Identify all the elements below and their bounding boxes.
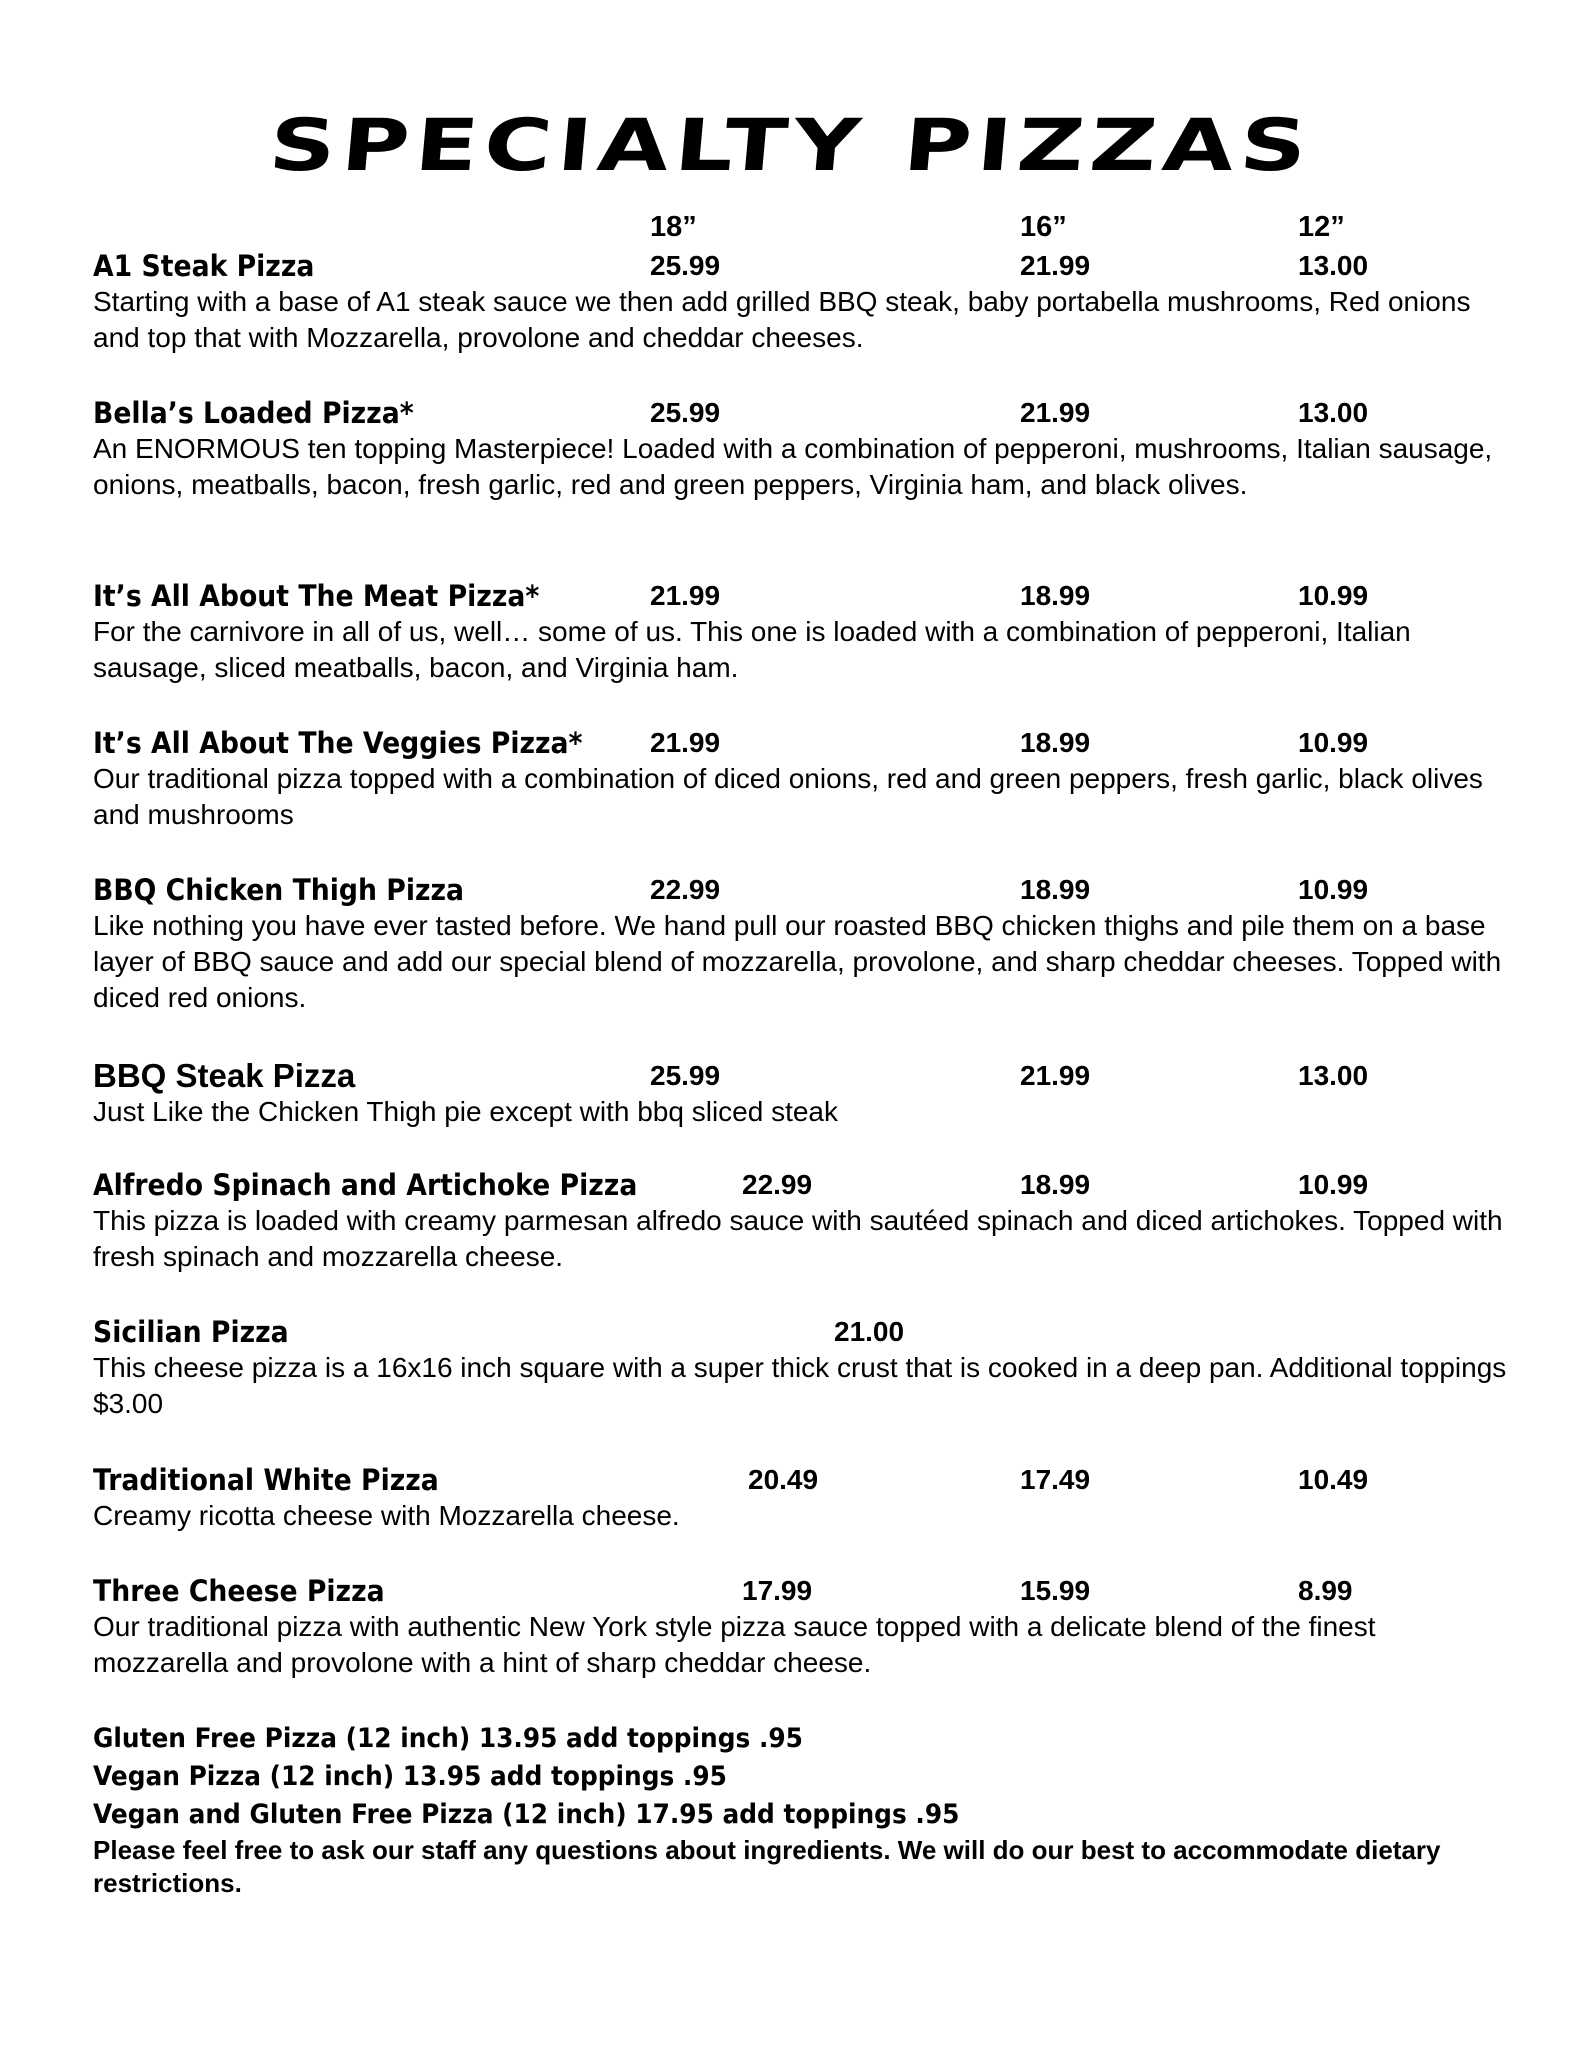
- item-description: Our traditional pizza with authentic New York style pizza sauce topped with a delicate blend of the finest mozzarella and provolone with a hint of sharp cheddar cheese.: [93, 1611, 1376, 1678]
- price-16: 21.99: [1020, 1060, 1091, 1091]
- price-sicilian: 21.00: [834, 1316, 905, 1347]
- item-name: A1 Steak Pizza: [93, 249, 315, 283]
- menu-item: [0, 723, 1582, 833]
- menu-item: [0, 246, 1582, 356]
- menu-item: [0, 1460, 1582, 1534]
- item-name: It’s All About The Meat Pizza*: [93, 579, 540, 613]
- item-description: This pizza is loaded with creamy parmesan alfredo sauce with sautéed spinach and diced artichokes. Topped with fresh spinach and mozzarella cheese.: [93, 1205, 1503, 1272]
- dietary-note: Please feel free to ask our staff any questions about ingredients. We will do our best to accommodate dietary restrictions.: [93, 1835, 1441, 1898]
- price-12: 8.99: [1298, 1575, 1353, 1606]
- page-title: SPECIALTY PIZZAS: [265, 103, 1317, 188]
- menu-item: [0, 1056, 1582, 1130]
- menu-item: [0, 1165, 1582, 1275]
- menu-item: [0, 393, 1582, 503]
- item-name: Traditional White Pizza: [93, 1463, 439, 1497]
- size-header-12: 12”: [1298, 211, 1345, 243]
- item-description: An ENORMOUS ten topping Masterpiece! Loaded with a combination of pepperoni, mushrooms, Italian sausage, onions, meatballs, bacon, fresh garlic, red and green peppers, Virginia ham, and black olives.: [93, 433, 1493, 500]
- vegan-gluten-free-line: Vegan and Gluten Free Pizza (12 inch) 17.95 add toppings .95: [93, 1799, 960, 1830]
- item-name: Sicilian Pizza: [93, 1315, 289, 1349]
- price-16: 18.99: [1020, 1169, 1091, 1200]
- price-12: 13.00: [1298, 1060, 1369, 1091]
- price-18: 21.99: [650, 727, 721, 758]
- item-name: BBQ Chicken Thigh Pizza: [93, 873, 465, 907]
- price-18: 22.99: [650, 874, 721, 905]
- price-12: 10.99: [1298, 727, 1369, 758]
- item-description: Creamy ricotta cheese with Mozzarella cheese.: [93, 1500, 680, 1531]
- price-12: 10.99: [1298, 874, 1369, 905]
- item-name: It’s All About The Veggies Pizza*: [93, 726, 583, 760]
- size-header-18: 18”: [650, 211, 697, 243]
- price-16: 21.99: [1020, 250, 1091, 281]
- item-name: BBQ Steak Pizza: [93, 1057, 356, 1094]
- item-description: Like nothing you have ever tasted before. We hand pull our roasted BBQ chicken thighs and pile them on a base layer of BBQ sauce and add our special blend of mozzarella, provolone, and sharp cheddar cheeses. Topped with diced red onions.: [93, 910, 1502, 1013]
- menu-item: [0, 870, 1582, 1016]
- price-18: 25.99: [650, 397, 721, 428]
- item-description: This cheese pizza is a 16x16 inch square with a super thick crust that is cooked in a deep pan. Additional toppings $3.00: [93, 1352, 1507, 1419]
- price-12: 10.99: [1298, 580, 1369, 611]
- menu-item: [0, 1312, 1582, 1422]
- price-12: 13.00: [1298, 397, 1369, 428]
- price-18: 25.99: [650, 250, 721, 281]
- vegan-line: Vegan Pizza (12 inch) 13.95 add toppings .95: [93, 1761, 727, 1792]
- price-18: 22.99: [742, 1169, 813, 1200]
- price-18: 21.99: [650, 580, 721, 611]
- menu-item: [0, 576, 1582, 686]
- item-name: Alfredo Spinach and Artichoke Pizza: [93, 1168, 638, 1202]
- size-header-16: 16”: [1020, 211, 1067, 243]
- item-description: For the carnivore in all of us, well… some of us. This one is loaded with a combination of pepperoni, Italian sausage, sliced meatballs, bacon, and Virginia ham.: [93, 616, 1411, 683]
- price-16: 17.49: [1020, 1464, 1091, 1495]
- gluten-free-line: Gluten Free Pizza (12 inch) 13.95 add toppings .95: [93, 1723, 803, 1754]
- item-name: Three Cheese Pizza: [93, 1574, 385, 1608]
- price-12: 10.99: [1298, 1169, 1369, 1200]
- price-16: 15.99: [1020, 1575, 1091, 1606]
- price-12: 10.49: [1298, 1464, 1369, 1495]
- price-12: 13.00: [1298, 250, 1369, 281]
- item-description: Just Like the Chicken Thigh pie except with bbq sliced steak: [93, 1096, 839, 1127]
- item-description: Our traditional pizza topped with a combination of diced onions, red and green peppers, fresh garlic, black olives and mushrooms: [93, 763, 1483, 830]
- menu-item: [0, 1571, 1582, 1681]
- price-18: 25.99: [650, 1060, 721, 1091]
- price-16: 18.99: [1020, 580, 1091, 611]
- footer-notes: [93, 1720, 1513, 1900]
- item-description: Starting with a base of A1 steak sauce we then add grilled BBQ steak, baby portabella mushrooms, Red onions and top that with Mozzarella, provolone and cheddar cheeses.: [93, 286, 1471, 353]
- price-16: 18.99: [1020, 727, 1091, 758]
- item-name: Bella’s Loaded Pizza*: [93, 396, 414, 430]
- price-18: 17.99: [742, 1575, 813, 1606]
- price-16: 18.99: [1020, 874, 1091, 905]
- price-18: 20.49: [748, 1464, 819, 1495]
- price-16: 21.99: [1020, 397, 1091, 428]
